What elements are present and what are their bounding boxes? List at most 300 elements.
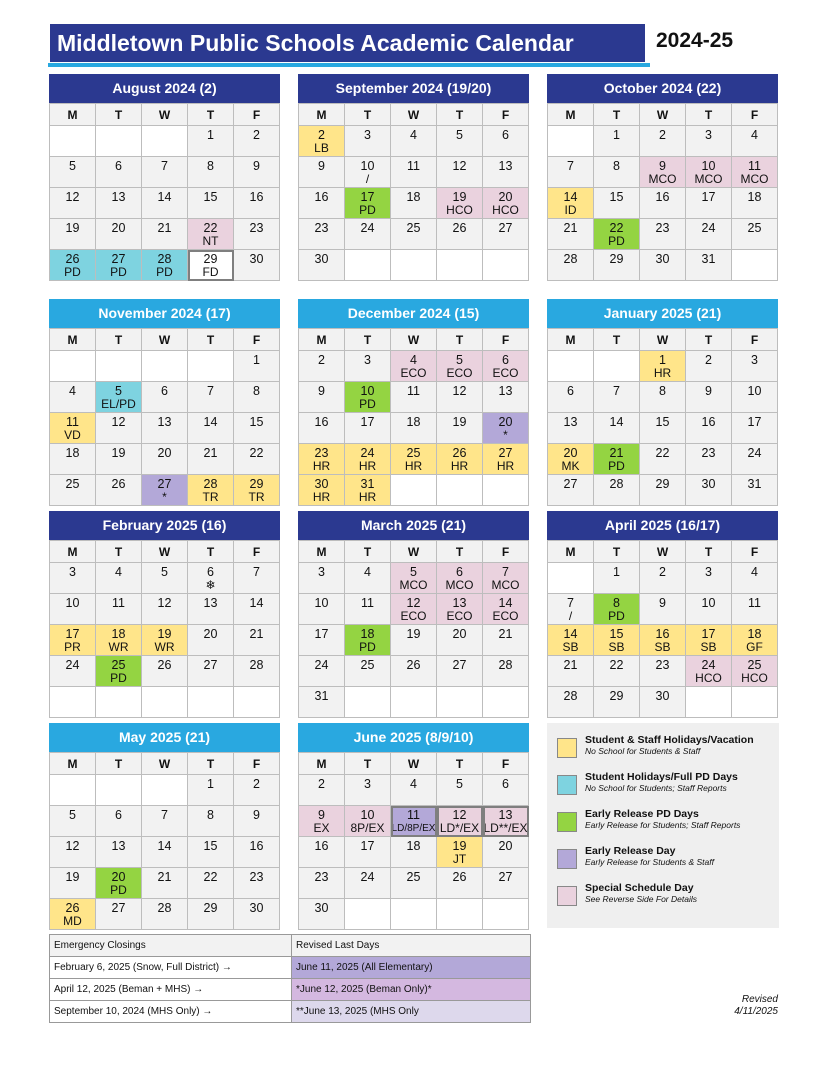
day-number: 23 — [249, 221, 264, 235]
day-code: HCO — [492, 203, 519, 217]
day-code: MCO — [445, 578, 474, 592]
day-cell — [345, 594, 391, 625]
week-row — [548, 475, 778, 506]
day-number: 23 — [701, 446, 716, 460]
week-row — [299, 126, 529, 157]
day-number: 27 — [563, 477, 578, 491]
month-grid — [547, 103, 778, 281]
weekday-header: T — [437, 104, 483, 126]
day-number: 20 — [111, 870, 126, 884]
month-calendar — [298, 299, 529, 506]
day-cell — [391, 594, 437, 625]
day-number: 24 — [360, 870, 375, 884]
day-code: ECO — [446, 609, 473, 623]
day-cell — [483, 188, 529, 219]
weekday-header: T — [437, 541, 483, 563]
day-cell — [483, 594, 529, 625]
day-cell — [640, 250, 686, 281]
day-number: 2 — [659, 128, 666, 142]
weekday-header: F — [732, 104, 778, 126]
day-cell — [391, 126, 437, 157]
day-cell — [548, 188, 594, 219]
day-number: 11 — [407, 808, 420, 822]
day-cell — [548, 475, 594, 506]
day-cell — [686, 594, 732, 625]
weekday-header: T — [96, 104, 142, 126]
day-number: 27 — [111, 252, 126, 266]
month-calendar — [298, 723, 529, 930]
emergency-closings-header: Emergency Closings — [50, 935, 292, 957]
day-code: LD*/EX — [439, 821, 480, 835]
day-number: 30 — [314, 252, 329, 266]
day-number: 9 — [253, 159, 260, 173]
day-number: 1 — [207, 128, 214, 142]
day-cell — [483, 837, 529, 868]
day-number: 1 — [613, 565, 620, 579]
day-code: PD — [608, 459, 625, 473]
day-cell — [299, 563, 345, 594]
weekday-header: M — [299, 329, 345, 351]
legend-item-holidays — [557, 735, 779, 758]
empty-day-cell — [594, 351, 640, 382]
day-cell — [686, 382, 732, 413]
day-cell — [96, 382, 142, 413]
day-number: 18 — [65, 446, 80, 460]
closing-entry: April 12, 2025 (Beman + MHS) → — [50, 979, 292, 1001]
day-number: 27 — [498, 870, 513, 884]
month-grid — [298, 540, 529, 718]
empty-day-cell — [391, 899, 437, 930]
day-code: EX — [313, 821, 330, 835]
day-cell — [548, 157, 594, 188]
day-number: 14 — [609, 415, 624, 429]
day-cell — [483, 413, 529, 444]
day-number: 26 — [65, 901, 80, 915]
day-number: 5 — [161, 565, 168, 579]
day-code: ECO — [400, 609, 427, 623]
week-row — [50, 157, 280, 188]
day-number: 2 — [318, 353, 325, 367]
day-cell — [142, 899, 188, 930]
empty-day-cell — [437, 687, 483, 718]
day-number: 16 — [249, 190, 264, 204]
day-cell — [437, 625, 483, 656]
day-cell — [142, 806, 188, 837]
day-code: / — [365, 172, 370, 186]
day-number: 29 — [249, 477, 264, 491]
day-number: 17 — [65, 627, 80, 641]
day-cell — [234, 157, 280, 188]
day-code: PR — [64, 640, 81, 654]
day-number: 31 — [747, 477, 762, 491]
day-cell — [299, 594, 345, 625]
day-number: 25 — [111, 658, 126, 672]
empty-day-cell — [548, 563, 594, 594]
month-grid — [49, 752, 280, 930]
day-number: 5 — [410, 565, 417, 579]
day-code: / — [568, 609, 573, 623]
legend-item-early-release — [557, 846, 779, 869]
day-number: 19 — [111, 446, 126, 460]
day-cell — [234, 250, 280, 281]
day-cell — [391, 219, 437, 250]
day-number: 30 — [249, 252, 264, 266]
day-code: ECO — [446, 366, 473, 380]
week-row — [299, 157, 529, 188]
day-code: EL/PD — [101, 397, 136, 411]
weekday-header-row — [50, 541, 280, 563]
day-cell — [299, 837, 345, 868]
day-cell — [234, 382, 280, 413]
day-code: LB — [314, 141, 329, 155]
day-number: 16 — [314, 415, 329, 429]
day-code: PD — [359, 203, 376, 217]
week-row — [299, 868, 529, 899]
day-number: 3 — [364, 353, 371, 367]
day-cell — [142, 219, 188, 250]
empty-day-cell — [548, 126, 594, 157]
day-number: 13 — [498, 808, 513, 822]
day-cell — [391, 188, 437, 219]
day-cell — [686, 413, 732, 444]
day-number: 16 — [249, 839, 264, 853]
legend-label: Early Release PD Days — [585, 808, 699, 820]
day-cell — [640, 563, 686, 594]
day-number: 5 — [456, 777, 463, 791]
week-row — [50, 126, 280, 157]
day-number: 6 — [115, 808, 122, 822]
day-cell — [299, 899, 345, 930]
day-cell — [437, 188, 483, 219]
day-cell — [299, 413, 345, 444]
day-number: 9 — [253, 808, 260, 822]
day-number: 19 — [452, 839, 467, 853]
week-row — [299, 625, 529, 656]
week-row — [299, 656, 529, 687]
day-cell — [345, 806, 391, 837]
day-number: 12 — [65, 190, 80, 204]
day-number: 1 — [613, 128, 620, 142]
day-cell — [345, 625, 391, 656]
day-number: 4 — [364, 565, 371, 579]
month-grid — [298, 752, 529, 930]
day-cell — [548, 687, 594, 718]
week-row — [299, 444, 529, 475]
day-cell — [594, 188, 640, 219]
weekday-header: T — [345, 329, 391, 351]
day-cell — [345, 444, 391, 475]
legend-swatch — [557, 738, 577, 758]
day-number: 28 — [249, 658, 264, 672]
day-number: 12 — [452, 159, 467, 173]
day-cell — [50, 899, 96, 930]
day-number: 4 — [751, 565, 758, 579]
day-number: 23 — [314, 221, 329, 235]
day-cell — [732, 126, 778, 157]
day-code: ECO — [492, 609, 519, 623]
empty-day-cell — [345, 899, 391, 930]
day-number: 11 — [361, 596, 374, 610]
day-number: 21 — [563, 221, 578, 235]
day-cell — [96, 250, 142, 281]
day-code: MCO — [740, 172, 769, 186]
day-cell — [391, 625, 437, 656]
weekday-header: T — [594, 541, 640, 563]
day-number: 22 — [203, 221, 218, 235]
day-number: 20 — [563, 446, 578, 460]
day-code: PD — [608, 609, 625, 623]
day-cell — [299, 382, 345, 413]
month-calendar — [547, 299, 778, 506]
day-cell — [299, 444, 345, 475]
weekday-header-row — [548, 541, 778, 563]
last-day-entry: *June 12, 2025 (Beman Only)* — [292, 979, 531, 1001]
day-cell — [640, 413, 686, 444]
empty-day-cell — [437, 250, 483, 281]
day-cell — [96, 444, 142, 475]
day-cell — [686, 188, 732, 219]
day-cell — [188, 475, 234, 506]
day-cell — [299, 775, 345, 806]
day-cell — [96, 868, 142, 899]
empty-day-cell — [483, 687, 529, 718]
day-number: 12 — [111, 415, 126, 429]
week-row — [548, 382, 778, 413]
closing-entry: September 10, 2024 (MHS Only) → — [50, 1001, 292, 1023]
week-row — [299, 687, 529, 718]
day-number: 6 — [502, 128, 509, 142]
weekday-header: W — [640, 329, 686, 351]
day-cell — [483, 126, 529, 157]
month-title: October 2024 (22) — [547, 74, 778, 103]
weekday-header: F — [483, 753, 529, 775]
empty-day-cell — [345, 250, 391, 281]
weekday-header-row — [50, 753, 280, 775]
empty-day-cell — [391, 687, 437, 718]
day-number: 15 — [609, 190, 624, 204]
day-cell — [594, 382, 640, 413]
day-code: GF — [746, 640, 763, 654]
day-number: 2 — [253, 777, 260, 791]
day-cell — [437, 594, 483, 625]
day-cell — [50, 188, 96, 219]
weekday-header: T — [188, 753, 234, 775]
day-cell — [234, 837, 280, 868]
month-calendar — [298, 511, 529, 718]
weekday-header: M — [548, 104, 594, 126]
day-cell — [50, 806, 96, 837]
day-number: 3 — [318, 565, 325, 579]
day-cell — [640, 687, 686, 718]
day-cell — [234, 475, 280, 506]
day-code: PD — [110, 883, 127, 897]
day-number: 18 — [111, 627, 126, 641]
empty-day-cell — [96, 775, 142, 806]
month-title: February 2025 (16) — [49, 511, 280, 540]
day-cell — [483, 656, 529, 687]
day-cell — [483, 351, 529, 382]
day-number: 28 — [157, 252, 172, 266]
day-cell — [142, 837, 188, 868]
legend-item-early-release-pd — [557, 809, 779, 832]
empty-day-cell — [50, 687, 96, 718]
day-number: 29 — [203, 252, 218, 266]
day-number: 8 — [659, 384, 666, 398]
day-cell — [142, 563, 188, 594]
day-number: 5 — [69, 159, 76, 173]
day-cell — [437, 126, 483, 157]
day-cell — [640, 475, 686, 506]
weekday-header: W — [391, 329, 437, 351]
week-row — [50, 444, 280, 475]
weekday-header: F — [732, 329, 778, 351]
day-cell — [640, 219, 686, 250]
day-number: 22 — [249, 446, 264, 460]
day-cell — [548, 382, 594, 413]
day-cell — [483, 157, 529, 188]
weekday-header: T — [686, 104, 732, 126]
day-code: NT — [202, 234, 219, 248]
day-cell — [142, 250, 188, 281]
day-number: 24 — [701, 658, 716, 672]
notes-row — [50, 979, 531, 1001]
day-number: 25 — [406, 221, 421, 235]
month-grid — [298, 328, 529, 506]
day-code: PD — [608, 234, 625, 248]
day-cell — [686, 563, 732, 594]
day-cell — [437, 563, 483, 594]
legend-item-full-pd — [557, 772, 779, 795]
day-cell — [437, 837, 483, 868]
day-number: 7 — [567, 596, 574, 610]
day-cell — [188, 157, 234, 188]
day-number: 16 — [701, 415, 716, 429]
empty-day-cell — [50, 351, 96, 382]
day-cell — [142, 157, 188, 188]
day-cell — [594, 219, 640, 250]
day-number: 1 — [659, 353, 666, 367]
day-cell — [188, 444, 234, 475]
day-number: 22 — [609, 221, 624, 235]
day-number: 26 — [157, 658, 172, 672]
day-cell — [142, 444, 188, 475]
day-number: 3 — [751, 353, 758, 367]
day-code: HR — [312, 490, 331, 504]
day-number: 20 — [452, 627, 467, 641]
day-cell — [96, 475, 142, 506]
day-number: 26 — [452, 221, 467, 235]
day-number: 21 — [157, 870, 172, 884]
day-number: 18 — [406, 839, 421, 853]
day-code: SB — [562, 640, 579, 654]
week-row — [50, 219, 280, 250]
week-row — [299, 188, 529, 219]
weekday-header: T — [188, 329, 234, 351]
month-grid — [49, 328, 280, 506]
day-cell — [686, 444, 732, 475]
day-cell — [732, 413, 778, 444]
day-cell — [345, 157, 391, 188]
day-cell — [594, 475, 640, 506]
closing-entry: February 6, 2025 (Snow, Full District) → — [50, 957, 292, 979]
day-number: 11 — [66, 415, 79, 429]
day-cell — [50, 656, 96, 687]
weekday-header: M — [299, 753, 345, 775]
day-number: 18 — [360, 627, 375, 641]
legend — [547, 723, 779, 928]
month-grid — [547, 540, 778, 718]
empty-day-cell — [732, 250, 778, 281]
day-number: 8 — [613, 596, 620, 610]
day-cell — [188, 625, 234, 656]
day-number: 3 — [705, 565, 712, 579]
day-cell — [483, 444, 529, 475]
weekday-header: T — [437, 753, 483, 775]
day-number: 14 — [203, 415, 218, 429]
day-cell — [188, 806, 234, 837]
day-cell — [640, 625, 686, 656]
day-cell — [96, 594, 142, 625]
day-cell — [686, 157, 732, 188]
day-number: 29 — [609, 689, 624, 703]
day-cell — [391, 656, 437, 687]
day-cell — [548, 413, 594, 444]
week-row — [50, 413, 280, 444]
day-number: 14 — [157, 839, 172, 853]
week-row — [299, 837, 529, 868]
day-code: FD — [202, 265, 219, 279]
day-number: 13 — [498, 159, 513, 173]
day-number: 25 — [406, 870, 421, 884]
day-cell — [391, 444, 437, 475]
day-number: 4 — [69, 384, 76, 398]
day-code: TR — [202, 490, 219, 504]
day-number: 28 — [203, 477, 218, 491]
day-number: 22 — [655, 446, 670, 460]
day-cell — [96, 188, 142, 219]
day-cell — [732, 625, 778, 656]
day-number: 13 — [452, 596, 467, 610]
day-number: 24 — [360, 221, 375, 235]
day-number: 23 — [655, 658, 670, 672]
empty-day-cell — [732, 687, 778, 718]
day-number: 20 — [203, 627, 218, 641]
day-cell — [483, 625, 529, 656]
weekday-header: W — [391, 541, 437, 563]
day-code: HR — [653, 366, 672, 380]
day-number: 12 — [452, 808, 467, 822]
day-number: 10 — [360, 384, 375, 398]
day-cell — [50, 594, 96, 625]
week-row — [50, 625, 280, 656]
day-cell — [640, 157, 686, 188]
day-cell — [299, 188, 345, 219]
day-number: 25 — [406, 446, 421, 460]
day-number: 6 — [567, 384, 574, 398]
day-cell — [50, 413, 96, 444]
week-row — [299, 775, 529, 806]
weekday-header: W — [142, 329, 188, 351]
week-row — [299, 351, 529, 382]
empty-day-cell — [188, 687, 234, 718]
week-row — [299, 250, 529, 281]
day-number: 3 — [705, 128, 712, 142]
month-title: April 2025 (16/17) — [547, 511, 778, 540]
day-number: 29 — [203, 901, 218, 915]
revised-label: Revised — [741, 994, 778, 1005]
day-number: 25 — [360, 658, 375, 672]
day-cell — [345, 475, 391, 506]
